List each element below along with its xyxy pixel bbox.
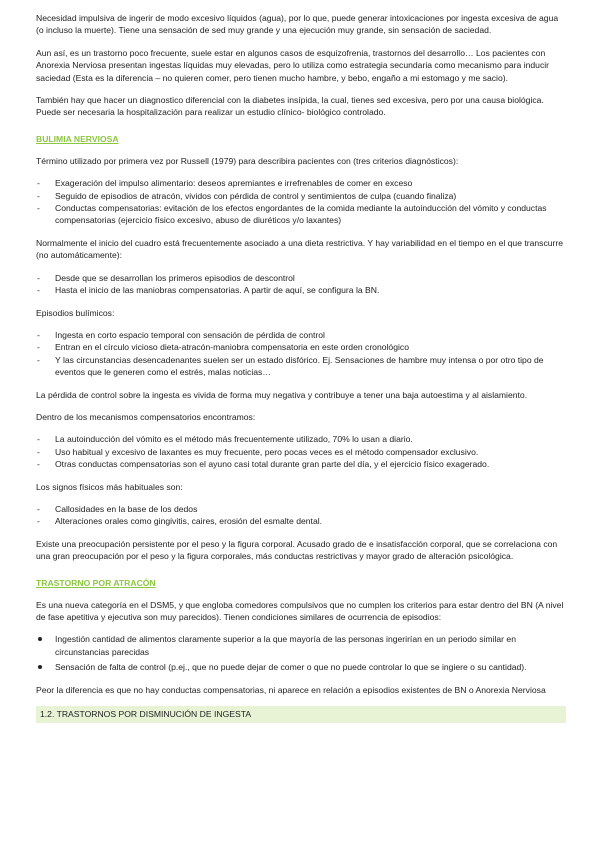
mechanisms-list — [36, 433, 566, 470]
atracon-paragraph-1: Es una nueva categoría en el DSM5, y que engloba comedores compulsivos que no cumplen los criterios para estar dentro del BN (A nivel de fase apetitiva y ejecutiva son muy parecidos). Tienen condiciones similares de ocurrencia de episodios: — [36, 599, 564, 622]
bulimia-heading: BULIMIA NERVIOSA — [36, 133, 119, 144]
list-item — [36, 202, 566, 227]
list-item — [36, 446, 566, 458]
dash-marker: - — [37, 329, 40, 340]
list-item-text: La autoinducción del vómito es el método más frecuentemente utilizado, 70% lo usan a diario. — [55, 434, 413, 445]
dash-marker: - — [37, 203, 40, 214]
dash-marker: - — [37, 354, 40, 365]
list-item-text: Exageración del impulso alimentario: deseos apremiantes e irrefrenables de comer en exceso — [55, 178, 413, 189]
dash-marker: - — [37, 272, 40, 283]
list-item-text: Seguido de episodios de atracón, vividos con pérdida de control y sentimientos de culpa (cuando finaliza) — [55, 190, 457, 201]
list-item — [36, 503, 566, 515]
list-item-text: Y las circunstancias desencadenantes suelen ser un estado disfórico. Ej. Sensaciones de hambre muy intensa o por otro tipo de eventos que le generen como el estrés, malas noticias… — [55, 354, 544, 378]
list-item — [36, 661, 566, 673]
atracon-list — [36, 633, 566, 673]
dash-marker: - — [37, 285, 40, 296]
list-item-text: Desde que se desarrollan los primeros episodios de descontrol — [55, 272, 295, 283]
bulimia-paragraph-7: Existe una preocupación persistente por el peso y la figura corporal. Acusado grado de e insatisfacción corporal, que se correlaciona con una gran preocupación por el peso y la figura corporales, más conductas restrictivas y mayor grado de alteración psicológica. — [36, 538, 558, 562]
list-item-text: Uso habitual y excesivo de laxantes es muy frecuente, pero pocas veces es el método compensador exclusivo. — [55, 446, 479, 457]
signs-list — [36, 503, 566, 528]
bulimia-paragraph-4: La pérdida de control sobre la ingesta es vivida de forma muy negativa y contribuye a tener una baja autoestima y al aislamiento. — [36, 389, 528, 400]
list-item — [36, 515, 566, 527]
dash-marker: - — [37, 190, 40, 201]
list-item-text: Alteraciones orales como gingivitis, caires, erosión del esmalte dental. — [55, 516, 323, 527]
list-item-text: Ingestión cantidad de alimentos claramente superior a la que mayoría de las personas ingerirían en un periodo similar en circunstancias parecidas — [55, 634, 516, 657]
bulimia-paragraph-1: Término utilizado por primera vez por Russell (1979) para describira pacientes con (tres criterios diagnósticos): — [36, 155, 459, 166]
list-item-text: Entran en el círculo vicioso dieta-atracón-maniobra compensatoria en este orden cronológico — [55, 342, 409, 353]
dash-marker: - — [37, 446, 40, 457]
dash-marker: - — [37, 503, 40, 514]
bulimia-paragraph-5: Dentro de los mecanismos compensatorios encontramos: — [36, 411, 256, 422]
criteria-list — [36, 177, 566, 227]
list-item-text: Conductas compensatorias: evitación de los efectos engordantes de la comida mediante la autoinducción del vómito y conductas compensatorias (ejercicio físico excesivo, abuso de diuréticos y/o laxantes) — [55, 203, 547, 226]
atracon-paragraph-2: Peor la diferencia es que no hay conductas compensatorias, ni aparece en relación a episodios existentes de BN o Anorexia Nerviosa — [36, 684, 546, 695]
atracon-heading: TRASTORNO POR ATRACÓN — [36, 577, 156, 588]
bulimia-paragraph-6: Los signos físicos más habituales son: — [36, 481, 183, 492]
list-item — [36, 458, 566, 470]
bulimia-paragraph-2: Normalmente el inicio del cuadro está frecuentemente asociado a una dieta restrictiva. Y hay variabilidad en el tiempo en el que transcurre (no automáticamente): — [36, 237, 564, 261]
intro-paragraph-3: También hay que hacer un diagnostico diferencial con la diabetes insípida, la cual, tienes sed excesiva, pero por una causa biológica. Puede ser necesaria la hospitalización para realizar un estudio clínico- biológico controlado. — [36, 95, 544, 118]
list-item-text: Otras conductas compensatorias son el ayuno casi total durante gran parte del día, y el ejercicio físico exagerado. — [55, 459, 490, 470]
dash-marker: - — [37, 342, 40, 353]
list-item — [36, 177, 566, 189]
bullet-dot-icon — [38, 665, 42, 669]
bulimia-paragraph-3: Episodios bulímicos: — [36, 307, 115, 318]
list-item-text: Callosidades en la base de los dedos — [55, 503, 198, 514]
list-item — [36, 433, 566, 445]
section-heading-bar: 1.2. TRASTORNOS POR DISMINUCIÓN DE INGESTA — [36, 706, 566, 723]
intro-paragraph-2: Aun así, es un trastorno poco frecuente, suele estar en algunos casos de esquizofrenia, trastornos del desarrollo… Los pacientes con Anorexia Nerviosa presentan ingestas líquidas muy elevadas, pero lo utiliza como estrategia secundaria como mecanismo para inducir saciedad (Esta es la diferencia – no quieren comer, pero tienen mucho hambre, y bebo, engaño a mi estomago y me sacio). — [36, 47, 550, 83]
dash-marker: - — [37, 459, 40, 470]
list-item — [36, 190, 566, 202]
dash-marker: - — [37, 178, 40, 189]
onset-list — [36, 272, 566, 297]
list-item — [36, 341, 566, 353]
list-item — [36, 329, 566, 341]
list-item-text: Ingesta en corto espacio temporal con sensación de pérdida de control — [55, 329, 325, 340]
episodes-list — [36, 329, 566, 379]
dash-marker: - — [37, 434, 40, 445]
dash-marker: - — [37, 516, 40, 527]
list-item-text: Sensación de falta de control (p.ej., que no puede dejar de comer o que no puede controlar lo que se ingiere o su cantidad). — [55, 662, 527, 673]
list-item — [36, 272, 566, 284]
list-item — [36, 633, 566, 658]
list-item — [36, 284, 566, 296]
list-item-text: Hasta el inicio de las maniobras compensatorias. A partir de aquí, se configura la BN. — [55, 285, 380, 296]
intro-paragraph-1: Necesidad impulsiva de ingerir de modo excesivo líquidos (agua), por lo que, puede generar intoxicaciones por ingesta excesiva de agua (o incluso la muerte). Tiene una sensación de sed muy grande y una ejecución muy grande, sin sensación de saciedad. — [36, 13, 559, 36]
list-item — [36, 354, 566, 379]
bullet-dot-icon — [38, 637, 42, 641]
